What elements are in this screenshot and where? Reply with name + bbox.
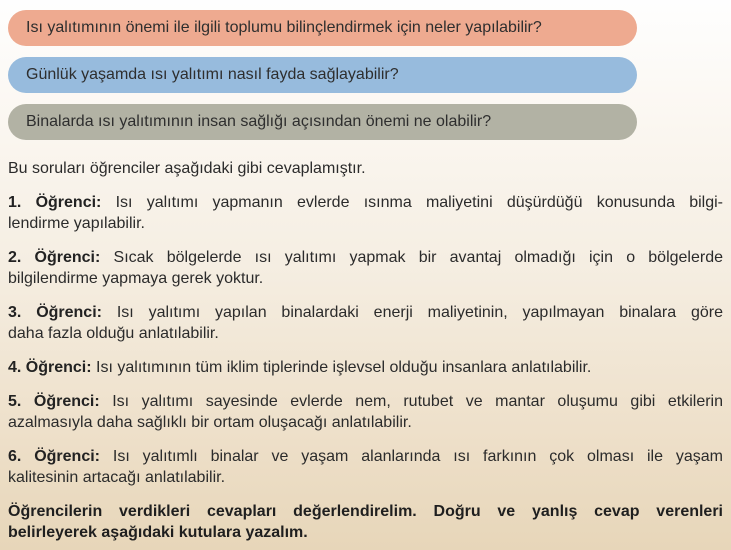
answer-3-line-2: daha fazla olduğu anlatılabilir. [8,325,219,342]
answer-paragraph-4 [8,357,723,378]
answers-section [8,158,723,543]
intro-line: Bu soruları öğrenciler aşağıdaki gibi cevaplamıştır. [8,160,366,177]
answer-4-label: 4. Öğrenci: [8,359,92,376]
intro-text [8,158,723,179]
answer-paragraph-2 [8,247,723,289]
answer-2-line-1 [8,247,723,268]
question-box-2 [8,57,637,93]
instruction-text [8,501,723,543]
answer-3-text: Isı yalıtımı yapılan binalardaki enerji maliyetinin, yapılmayan binalara göre [116,304,723,321]
answer-4-line-1 [8,357,723,378]
answer-6-text: Isı yalıtımlı binalar ve yaşam alanlarında ısı farkının çok olması ile yaşam [112,448,724,465]
answer-paragraph-1 [8,192,723,234]
answer-5-text: Isı yalıtımı sayesinde evlerde nem, rutubet ve mantar oluşumu gibi etkilerin [112,393,723,410]
instruction-line-1: Öğrencilerin verdikleri cevapları değerlendirelim. Doğru ve yanlış cevap verenleri [8,503,723,520]
instruction-line-2: belirleyerek aşağıdaki kutulara yazalım. [8,524,308,541]
question-box-1 [8,10,637,46]
question-box-3 [8,104,637,140]
answer-2-text: Sıcak bölgelerde ısı yalıtımı yapmak bir avantaj olmadığı için o bölgelerde [113,249,724,266]
answer-4-text: Isı yalıtımının tüm iklim tiplerinde işlevsel olduğu insanlara anlatılabilir. [96,359,592,376]
answer-3-line-1 [8,302,723,323]
question-box-1-text: Isı yalıtımının önemi ile ilgili toplumu bilinçlendirmek için neler yapılabilir? [26,19,542,36]
answer-6-label: 6. Öğrenci: [8,448,100,465]
answer-5-line-2: azalmasıyla daha sağlıklı bir ortam oluşacağı anlatılabilir. [8,414,412,431]
answer-6-line-1 [8,446,723,467]
question-box-list [8,10,723,140]
answer-6-line-2: kalitesinin artacağı anlatılabilir. [8,469,226,486]
answer-5-label: 5. Öğrenci: [8,393,100,410]
answer-1-line-2: lendirme yapılabilir. [8,215,145,232]
question-box-3-text: Binalarda ısı yalıtımının insan sağlığı açısından önemi ne olabilir? [26,113,492,130]
answer-5-line-1 [8,391,723,412]
answer-2-line-2: bilgilendirme yapmaya gerek yoktur. [8,270,264,287]
answer-1-line-1 [8,192,723,213]
answer-paragraph-5 [8,391,723,433]
answer-1-text: Isı yalıtımı yapmanın evlerde ısınma maliyetini düşürdüğü konusunda bilgi- [115,194,723,211]
answer-paragraph-3 [8,302,723,344]
answer-2-label: 2. Öğrenci: [8,249,101,266]
answer-paragraph-6 [8,446,723,488]
answer-3-label: 3. Öğrenci: [8,304,102,321]
answer-1-label: 1. Öğrenci: [8,194,102,211]
question-box-2-text: Günlük yaşamda ısı yalıtımı nasıl fayda sağlayabilir? [26,66,399,83]
